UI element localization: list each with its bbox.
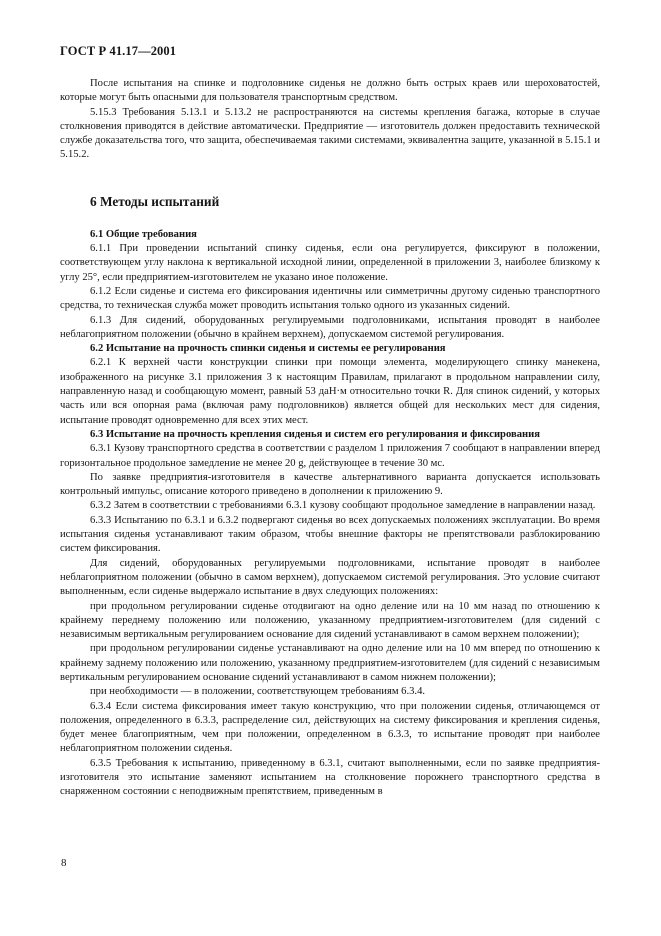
subsection-heading: 6.1 Общие требования (90, 228, 197, 240)
paragraph: 6.1.3 Для сидений, оборудованных регулируемыми подголовниками, испытания проводят в наиболее неблагоприятном положении (обычно в крайнем верхнем), допускаемом системой регулирования. (60, 314, 600, 340)
paragraph: при продольном регулировании сиденье устанавливают на одно деление или на 10 мм вперед по отношению к крайнему заднему положению или положению, указанному предприятием-изготовителем (для сидений с независимым вертикальным регулированием основание сидений устанавливают в самом нижнем положении); (60, 643, 600, 683)
paragraph: По заявке предприятия-изготовителя в качестве альтернативного варианта допускается использовать контрольный импульс, описание которого приведено в дополнении к приложению 9. (60, 471, 600, 498)
paragraph: 6.3.2 Затем в соответствии с требованиями 6.3.1 кузову сообщают продольное замедление в направлении назад. (90, 500, 596, 512)
paragraph: 6.3.1 Кузову транспортного средства в соответствии с разделом 1 приложения 7 сообщают в направлении вперед горизонтальное продольное замедление не менее 20 g, действующее в течение 30 мс. (60, 443, 600, 469)
paragraph: Для сидений, оборудованных регулируемыми подголовниками, испытание проводят в наиболее неблагоприятном положении (обычно в самом верхнем), допускаемом системой регулирования. Это условие считают выполненным, если сиденье выдержало испытание в двух следующих положениях: (60, 557, 600, 598)
paragraph: 6.2.1 К верхней части конструкции спинки при помощи элемента, моделирующего спинку манекена, изображенного на рисунке 3.1 приложения 3 к настоящим Правилам, прилагают в продольном направлении силу, направленную назад и сообщающую момент, равный 53 даН·м относительно точки R. Для спинок сидений, у которых часть или вся опорная рама (включая раму подголовников) является общей для нескольких мест для сидения, испытание проводят одновременно для всех этих мест. (60, 357, 600, 426)
section-heading: 6 Методы испытаний (90, 193, 220, 209)
paragraph: при продольном регулировании сиденье отодвигают на одно деление или на 10 мм назад по отношению к крайнему переднему положению или положению, указанному предприятием-изготовителем (для сидений с независимым вертикальным регулированием основание для сидений устанавливают в самом верхнем положении); (60, 600, 600, 641)
paragraph: После испытания на спинке и подголовнике сиденья не должно быть острых краев или шероховатостей, которые могут быть опасными для пользователя транспортным средством. (60, 78, 600, 104)
running-header: ГОСТ Р 41.17—2001 (60, 44, 177, 58)
paragraph: 6.3.3 Испытанию по 6.3.1 и 6.3.2 подвергают сиденья во всех допускаемых положениях эксплуатации. Во время испытания сиденья устанавливают таким образом, чтобы внешние факторы не препятствовали разблокированию систем фиксирования. (60, 514, 600, 555)
paragraph: 6.3.4 Если система фиксирования имеет такую конструкцию, что при положении сиденья, отличающемся от положения, определенного в 6.3.3, распределение сил, действующих на систему фиксирования и крепления сиденья, будет менее благоприятным, чем при положении, определенном в 6.3.3, то испытание проводят при наиболее неблагоприятном положении сиденья. (60, 700, 600, 755)
paragraph: при необходимости — в положении, соответствующем требованиям 6.3.4. (90, 686, 426, 698)
paragraph: 6.3.5 Требования к испытанию, приведенному в 6.3.1, считают выполненными, если по заявке предприятия-изготовителя это испытание заменяют испытанием на столкновение порожнего транспортного средства в снаряженном состоянии с неподвижным препятствием, приведенным в (60, 757, 600, 798)
paragraph: 5.15.3 Требования 5.13.1 и 5.13.2 не распространяются на системы крепления багажа, которые в случае столкновения приводятся в действие автоматически. Предприятие — изготовитель должен предоставить технической службе доказательства того, что защита, обеспечиваемая такими системами, эквивалентна защите, указанной в 5.15.1 и 5.15.2. (60, 106, 600, 161)
subsection-heading: 6.3 Испытание на прочность крепления сиденья и систем его регулирования и фиксирования (90, 428, 540, 440)
page-number: 8 (61, 857, 67, 869)
paragraph: 6.1.2 Если сиденье и система его фиксирования идентичны или симметричны другому сиденью транспортного средства, то техническая служба может проводить испытания только одного из указанных сидений. (60, 285, 600, 312)
paragraph: 6.1.1 При проведении испытаний спинку сиденья, если она регулируется, фиксируют в положении, соответствующем углу наклона к вертикальной исходной линии, определенной в приложении 3, наиболее близкому к углу 25°, если предприятием-изготовителем не указано иное положение. (60, 243, 600, 283)
subsection-heading: 6.2 Испытание на прочность спинки сиденья и системы ее регулирования (90, 343, 446, 355)
page-body (60, 77, 600, 800)
